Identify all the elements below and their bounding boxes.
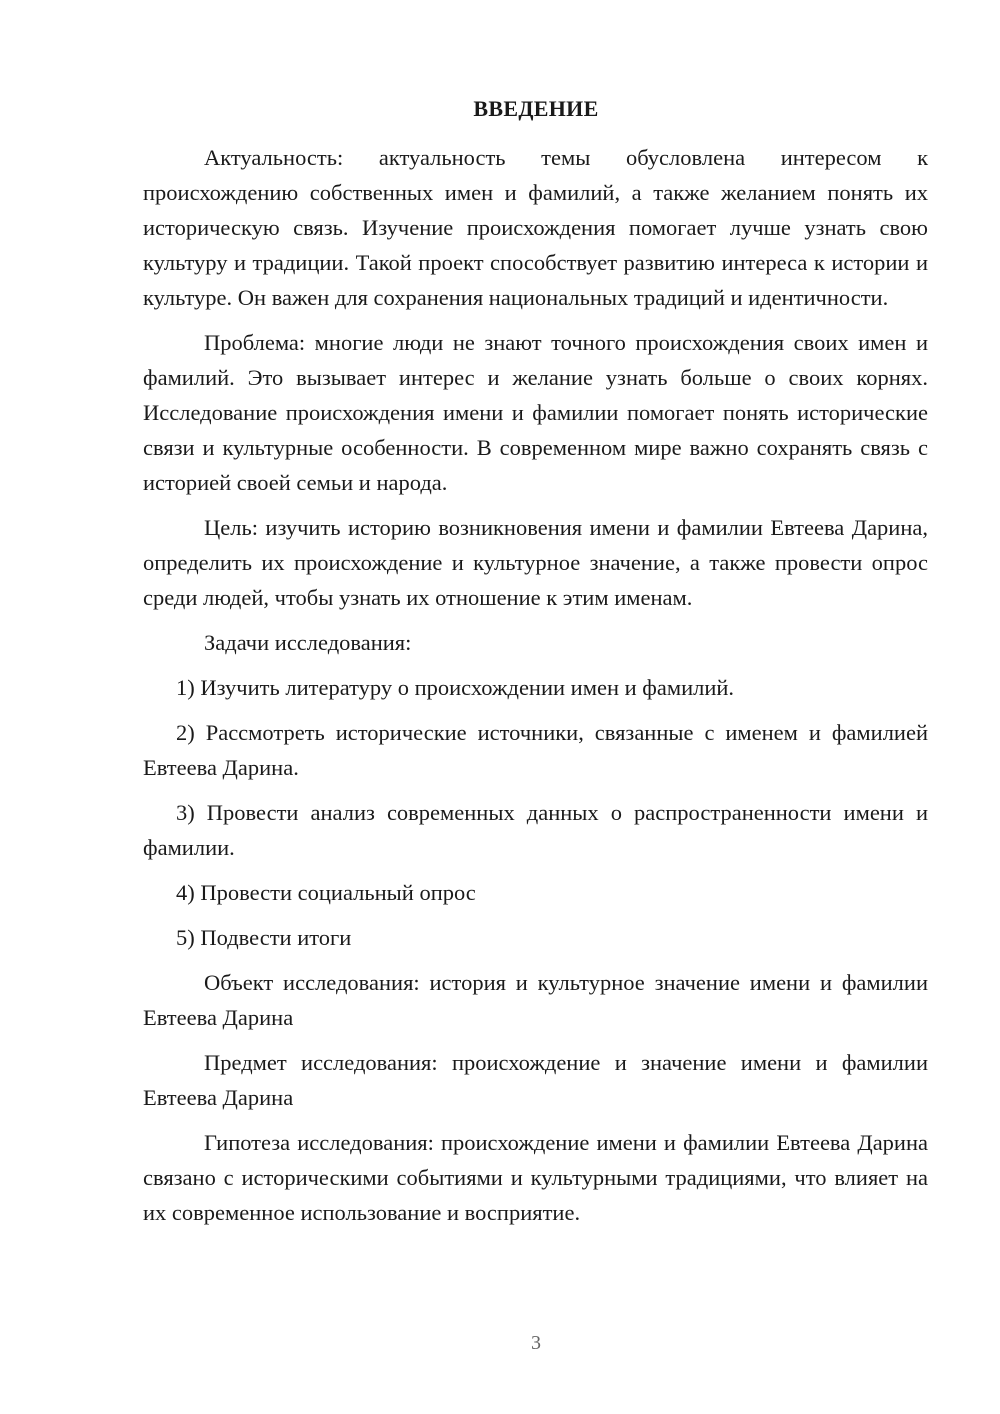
document-body (143, 140, 928, 1240)
tasks-list (143, 670, 928, 955)
page-number: 3 (531, 1332, 541, 1354)
list-item: 2) Рассмотреть исторические источники, связанные с именем и фамилией Евтеева Дарина. (143, 720, 928, 780)
hypothesis-paragraph: Гипотеза исследования: происхождение имени и фамилии Евтеева Дарина связано с историческими событиями и культурными традициями, что влияет на их современное использование и восприятие. (143, 1130, 928, 1225)
problem-paragraph: Проблема: многие люди не знают точного происхождения своих имен и фамилий. Это вызывает интерес и желание узнать больше о своих корнях. Исследование происхождения имени и фамилии помогает понять исторические связи и культурные особенности. В современном мире важно сохранять связь с историей своей семьи и народа. (143, 330, 928, 495)
tasks-heading: Задачи исследования: (204, 630, 412, 655)
relevance-paragraph: Актуальность: актуальность темы обусловлена интересом к происхождению собственных имен и фамилий, а также желанием понять их историческую связь. Изучение происхождения помогает лучше узнать свою культуру и традиции. Такой проект способствует развитию интереса к истории и культуре. Он важен для сохранения национальных традиций и идентичности. (143, 145, 928, 310)
list-item: 4) Провести социальный опрос (176, 880, 476, 905)
goal-paragraph: Цель: изучить историю возникновения имени и фамилии Евтеева Дарина, определить их происхождение и культурное значение, а также провести опрос среди людей, чтобы узнать их отношение к этим именам. (143, 515, 928, 610)
object-paragraph: Объект исследования: история и культурное значение имени и фамилии Евтеева Дарина (143, 970, 928, 1030)
list-item: 1) Изучить литературу о происхождении имен и фамилий. (176, 675, 735, 700)
subject-paragraph: Предмет исследования: происхождение и значение имени и фамилии Евтеева Дарина (143, 1050, 928, 1110)
list-item: 3) Провести анализ современных данных о распространенности имени и фамилии. (143, 800, 928, 860)
list-item: 5) Подвести итоги (176, 925, 352, 950)
page-title: ВВЕДЕНИЕ (473, 96, 599, 121)
